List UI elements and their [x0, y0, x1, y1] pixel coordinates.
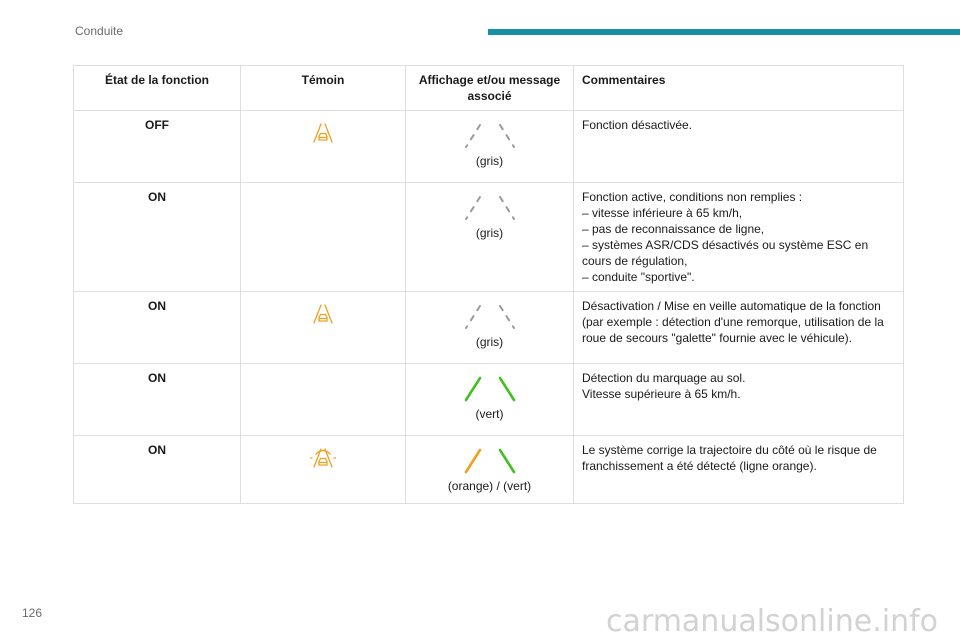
right-lane-line: [500, 125, 514, 147]
comment-line: – systèmes ASR/CDS désactivés ou système ESC en cours de régulation,: [582, 238, 869, 268]
table-body: [74, 111, 904, 504]
lane-keeping-warning-icon: [249, 121, 397, 145]
cell-comments: [574, 111, 904, 183]
left-lane-line: [466, 306, 480, 328]
table-row: [74, 292, 904, 364]
display-color-caption: (gris): [475, 226, 504, 240]
display-color-caption: (gris): [475, 154, 504, 168]
watermark: carmanualsonline.info: [606, 604, 938, 639]
column-header-comments: Commentaires: [574, 66, 904, 111]
cell-display-message: [406, 292, 574, 364]
left-lane-line: [466, 197, 480, 219]
cell-comments: [574, 183, 904, 292]
cell-warning-lamp: [241, 436, 406, 504]
table-row: [74, 364, 904, 436]
display-color-caption: (vert): [475, 407, 504, 421]
left-lane-line: [466, 450, 480, 472]
comment-line: – pas de reconnaissance de ligne,: [582, 222, 765, 236]
comment-line: Désactivation / Mise en veille automatique de la fonction (par exemple : détection d'une remorque, utilisation de la roue de secours "galette" fournie avec le véhicule).: [582, 299, 884, 345]
page-number: 126: [22, 606, 43, 620]
comment-line: Fonction désactivée.: [582, 118, 693, 132]
cell-display-message: [406, 183, 574, 292]
cell-warning-lamp: [241, 183, 406, 292]
cell-function-state: ON: [74, 292, 241, 364]
comment-line: – conduite "sportive".: [582, 270, 695, 284]
cell-comments: [574, 436, 904, 504]
column-header-temoin: Témoin: [241, 66, 406, 111]
table-row: [74, 436, 904, 504]
comment-line: Fonction active, conditions non remplies :: [582, 190, 803, 204]
section-title: Conduite: [75, 24, 124, 38]
column-header-state: État de la fonction: [74, 66, 241, 111]
cell-comments: [574, 364, 904, 436]
cell-function-state: OFF: [74, 111, 241, 183]
lane-lines-icon: [414, 376, 565, 402]
comment-line: Le système corrige la trajectoire du côté où le risque de franchissement a été détecté (ligne orange).: [582, 443, 877, 473]
left-lane-line: [466, 378, 480, 400]
right-lane-line: [500, 306, 514, 328]
display-color-caption: (gris): [475, 335, 504, 349]
table-header-row: [74, 66, 904, 111]
cell-function-state: ON: [74, 436, 241, 504]
lane-keeping-warning-icon: [249, 302, 397, 326]
lane-keeping-status-table: [73, 65, 904, 504]
table-row: [74, 183, 904, 292]
cell-warning-lamp: [241, 364, 406, 436]
lane-keeping-warning-icon: [249, 446, 397, 470]
cell-warning-lamp: [241, 111, 406, 183]
lane-lines-icon: [414, 448, 565, 474]
right-lane-line: [500, 197, 514, 219]
display-color-caption: (orange) / (vert): [447, 479, 532, 493]
left-lane-line: [466, 125, 480, 147]
comment-line: Vitesse supérieure à 65 km/h.: [582, 387, 741, 401]
cell-comments: [574, 292, 904, 364]
cell-warning-lamp: [241, 292, 406, 364]
cell-display-message: [406, 364, 574, 436]
right-lane-line: [500, 378, 514, 400]
section-accent-bar: [488, 29, 960, 35]
cell-display-message: [406, 111, 574, 183]
lane-lines-icon: [414, 123, 565, 149]
comment-line: Détection du marquage au sol.: [582, 371, 746, 385]
cell-display-message: [406, 436, 574, 504]
lane-lines-icon: [414, 304, 565, 330]
table-row: [74, 111, 904, 183]
right-lane-line: [500, 450, 514, 472]
cell-function-state: ON: [74, 183, 241, 292]
lane-lines-icon: [414, 195, 565, 221]
comment-line: – vitesse inférieure à 65 km/h,: [582, 206, 743, 220]
column-header-display: Affichage et/ou message associé: [406, 66, 574, 111]
cell-function-state: ON: [74, 364, 241, 436]
